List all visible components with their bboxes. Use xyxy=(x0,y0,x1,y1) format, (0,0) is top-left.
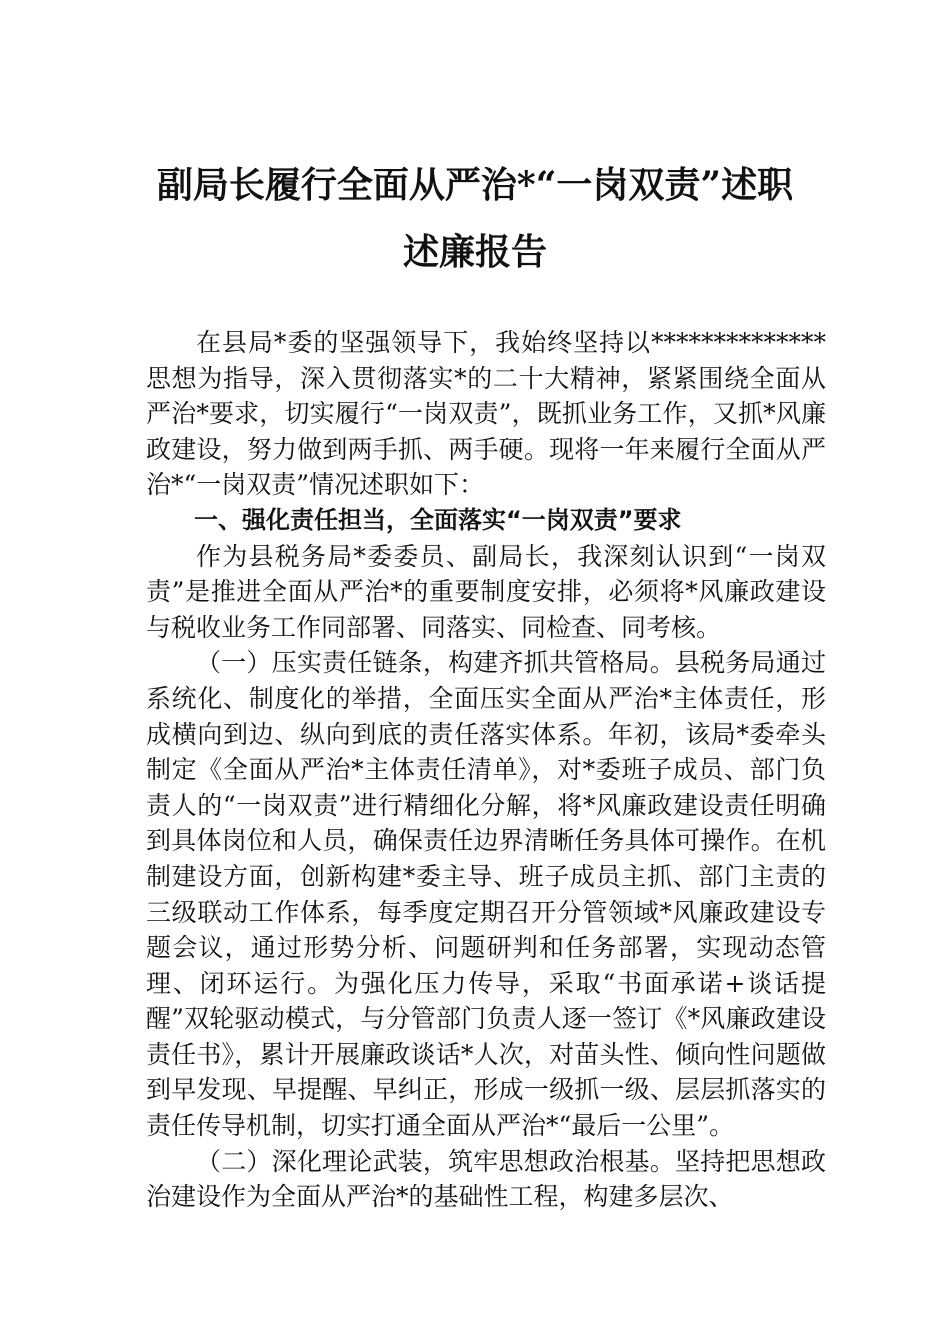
subsection-2-paragraph xyxy=(146,1144,826,1215)
document-title-line-1: 副局长履行全面从严治*“一岗双责”述职 xyxy=(156,164,794,206)
document-title-line-2: 述廉报告 xyxy=(402,231,547,273)
subsection-1-body: 县税务局通过系统化、制度化的举措，全面压实全面从严治*主体责任，形成横向到边、纵向到底的责任落实体系。年初，该局*委牵头制定《全面从严治*主体责任清单》，对*委班子成员、部门负责人的“一岗双责”进行精细化分解，将*风廉政建设责任明确到具体岗位和人员，确保责任边界清晰任务具体可操作。在机制建设方面，创新构建*委主导、班子成员主抓、部门主责的三级联动工作体系，每季度定期召开分管领域*风廉政建设专题会议，通过形势分析、问题研判和任务部署，实现动态管理、闭环运行。为强化压力传导，采取“书面承诺+谈话提醒”双轮驱动模式，与分管部门负责人逐一签订《*风廉政建设责任书》，累计开展廉政谈话*人次，对苗头性、倾向性问题做到早发现、早提醒、早纠正，形成一级抓一级、层层抓落实的责任传导机制，切实打通全面从严治*“最后一公里”。 xyxy=(146,648,826,1141)
subsection-1-paragraph xyxy=(146,645,826,1143)
subsection-2-body: 坚持把思想政治建设作为全面从严治*的基础性工程，构建多层次、 xyxy=(146,1146,826,1212)
document-body xyxy=(146,325,826,1215)
subsection-2-lead: （二）深化理论武装，筑牢思想政治根基。 xyxy=(196,1146,675,1176)
subsection-1-lead: （一）压实责任链条，构建齐抓共管格局。 xyxy=(196,648,675,678)
section-1-paragraph: 作为县税务局*委委员、副局长，我深刻认识到“一岗双责”是推进全面从严治*的重要制度安排，必须将*风廉政建设与税收业务工作同部署、同落实、同检查、同考核。 xyxy=(146,541,826,642)
section-1-heading: 一、强化责任担当，全面落实“一岗双责”要求 xyxy=(194,505,682,534)
intro-paragraph: 在县局*委的坚强领导下，我始终坚持以**************思想为指导，深入贯彻落实*的二十大精神，紧紧围绕全面从严治*要求，切实履行“一岗双责”，既抓业务工作，又抓*风廉政建设，努力做到两手抓、两手硬。现将一年来履行全面从严治*“一岗双责”情况述职如下： xyxy=(146,328,826,500)
